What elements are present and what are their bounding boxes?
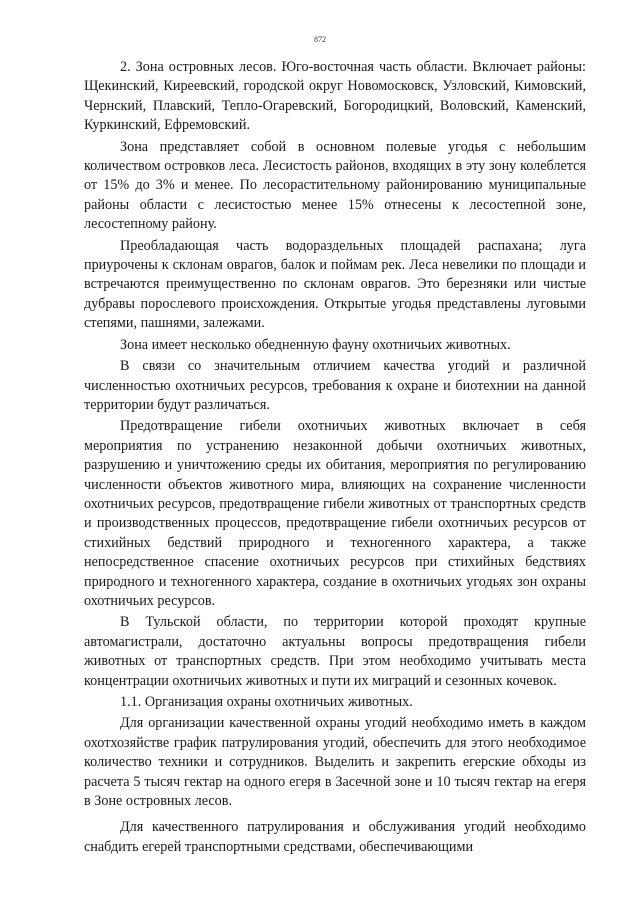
paragraph-highways: В Тульской области, по территории которой проходят крупные автомагистрали, достаточно актуальны вопросы предотвращения гибели животных от транспортных средств. При этом необходимо учитывать места концентрации охотничьих животных и пути их миграций и сезонных кочевок. xyxy=(84,614,586,689)
paragraph-watershed-areas: Преобладающая часть водораздельных площадей распахана; луга приурочены к склонам оврагов, балок и поймам рек. Леса невелики по площади и встречаются преимущественно по склонам оврагов. Это березняки или чистые дубравы порослевого происхождения. Открытые угодья представлены луговыми степями, пашнями, залежами. xyxy=(84,237,586,332)
paragraph-patrol-schedule: Для организации качественной охраны угодий необходимо иметь в каждом охотхозяйстве график патрулирования угодий, обеспечить для этого необходимое количество техники и сотрудников. Выделить и закрепить егерские обходы из расчета 5 тысяч гектар на одного егеря в Засечной зоне и 10 тысяч гектар на егеря в Зоне островных лесов. xyxy=(84,715,586,810)
paragraph-protection-requirements: В связи со значительным отличием качества угодий и различной численностью охотничьих ресурсов, требования к охране и биотехнии на данной территории будут различаться. xyxy=(84,358,586,413)
paragraph-zone-forest-cover: Зона представляет собой в основном полевые угодья с небольшим количеством островков леса. Лесистость районов, входящих в эту зону колеблется от 15% до 3% и менее. По лесорастительному районированию муниципальные районы области с лесистостью менее 15% отнесены к лесостепной зоне, лесостепному району. xyxy=(84,138,586,233)
paragraph-patrol-transport: Для качественного патрулирования и обслуживания угодий необходимо снабдить егерей транспортными средствами, обеспечивающими xyxy=(84,819,586,855)
document-body xyxy=(84,58,586,857)
section-heading-protection: 1.1. Организация охраны охотничьих животных. xyxy=(120,694,413,710)
paragraph-zone-description: 2. Зона островных лесов. Юго-восточная часть области. Включает районы: Щекинский, Киреевский, городской округ Новомосковск, Узловский, Кимовский, Чернский, Плавский, Тепло-Огаревский, Богородицкий, Воловский, Каменский, Куркинский, Ефремовский. xyxy=(84,59,586,134)
paragraph-fauna: Зона имеет несколько обедненную фауну охотничьих животных. xyxy=(120,336,511,353)
page-number: 872 xyxy=(314,35,326,44)
paragraph-prevention-of-death: Предотвращение гибели охотничьих животных включает в себя мероприятия по устранению незаконной добычи охотничьих животных, разрушению и уничтожению среды их обитания, мероприятия по регулированию численности объектов животного мира, влияющих на сохранение численности охотничьих ресурсов, предотвращение гибели животных от транспортных средств и производственных процессов, предотвращение гибели охотничьих ресурсов от стихийных бедствий природного и техногенного характера, а также непосредственное спасение охотничьих ресурсов при стихийных бедствиях природного и техногенного характера, создание в охотничьих угодьях зон охраны охотничьих ресурсов. xyxy=(84,418,586,609)
